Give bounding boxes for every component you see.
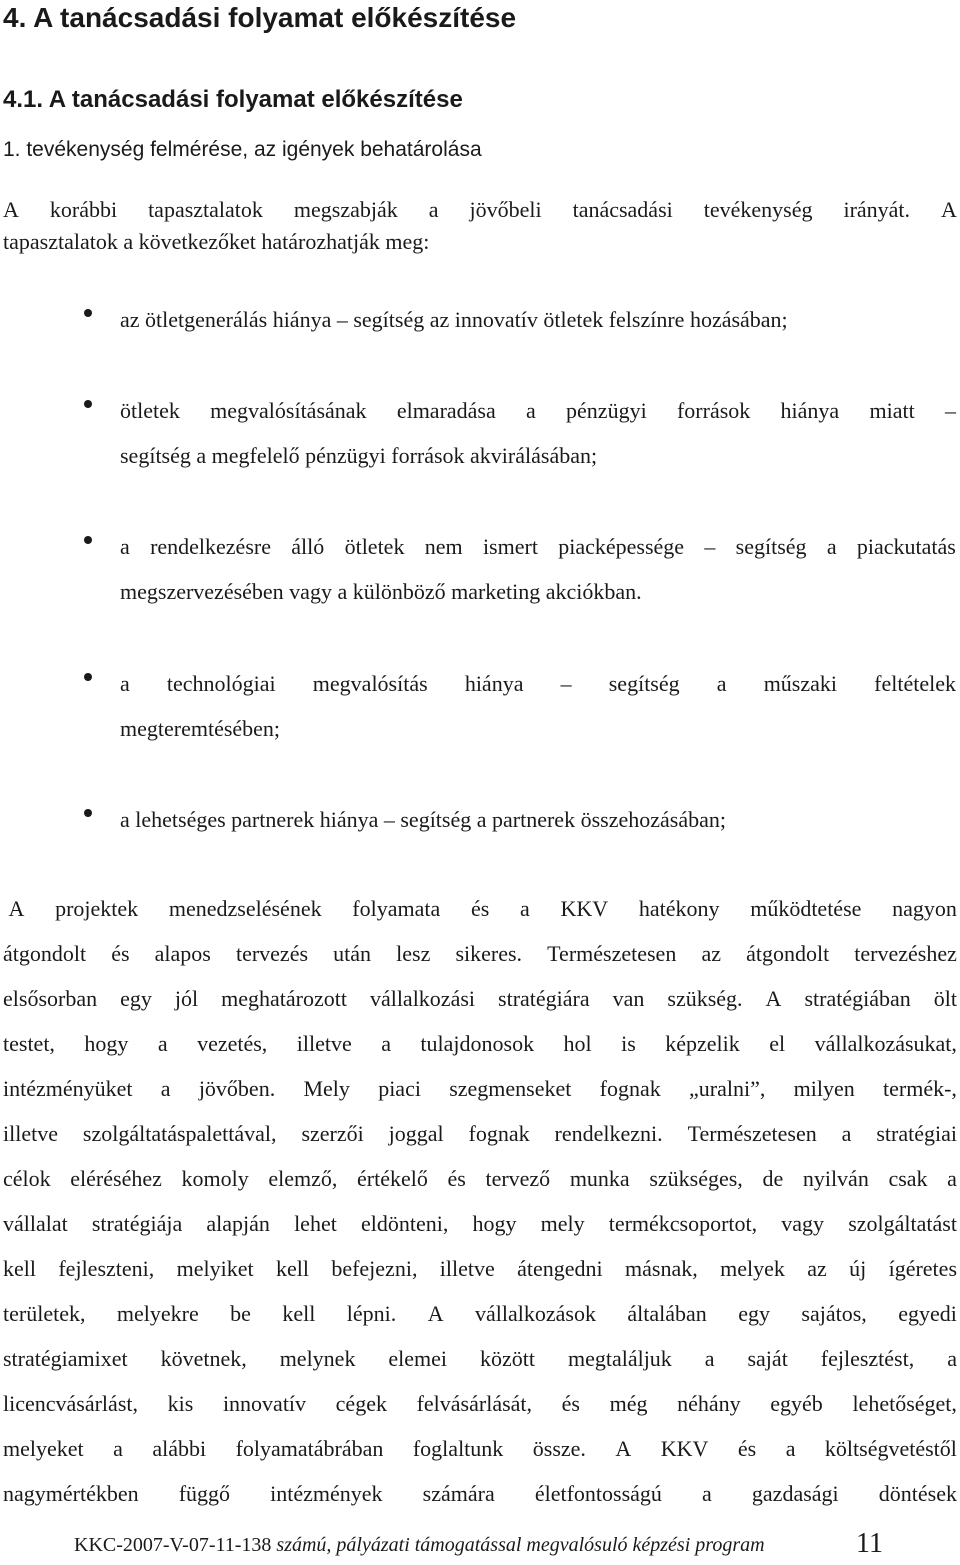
intro-word: A (941, 197, 957, 222)
paragraph-line: testet, hogy a vezetés, illetve a tulajdonosok hol is képzelik el vállalkozásukat, (3, 1031, 957, 1056)
bullet-dot-icon (84, 536, 92, 544)
intro-word: tevékenység (703, 197, 813, 222)
bullet-line: a lehetséges partnerek hiánya – segítség a partnerek összehozásában; (120, 807, 726, 832)
intro-word: a (428, 197, 439, 222)
intro-line-2: tapasztalatok a következőket határozhatják meg: (3, 229, 430, 254)
bullet-text (120, 661, 956, 751)
paragraph-line: célok eléréséhez komoly elemző, értékelő és tervező munka szükséges, de nyilván csak a (3, 1166, 957, 1191)
paragraph-line: nagymértékben függő intézmények számára életfontosságú a gazdasági döntések (3, 1481, 957, 1506)
intro-word: jövőbeli (469, 197, 542, 222)
subsection-title: 1. tevékenység felmérése, az igények behatárolása (3, 138, 482, 161)
paragraph-line: illetve szolgáltatáspalettával, szerzői joggal fognak rendelkezni. Természetesen a stratégiai (3, 1121, 957, 1146)
intro-word: megszabják (293, 197, 398, 222)
bullet-line: megteremtésében; (120, 716, 281, 741)
bullet-dot-icon (84, 400, 92, 408)
bullet-text (120, 388, 956, 478)
chapter-title: 4. A tanácsadási folyamat előkészítése (3, 2, 517, 33)
intro-line-1 (3, 194, 957, 226)
bullet-line: megszervezésében vagy a különböző marketing akciókban. (120, 579, 642, 604)
paragraph-line: területek, melyekre be kell lépni. A vállalkozások általában egy sajátos, egyedi (3, 1301, 957, 1326)
bullet-text (120, 297, 956, 342)
intro-word: korábbi (49, 197, 118, 222)
section-title: 4.1. A tanácsadási folyamat előkészítése (3, 86, 463, 113)
intro-word: tanácsadási (572, 197, 673, 222)
paragraph-line: elsősorban egy jól meghatározott vállalkozási stratégiára van szükség. A stratégiában ölt (3, 986, 957, 1011)
bullet-dot-icon (84, 673, 92, 681)
footer-program-text: számú, pályázati támogatással megvalósuló képzési program (271, 1534, 765, 1556)
bullet-dot-icon (84, 809, 92, 817)
bullet-line: a rendelkezésre álló ötletek nem ismert piacképessége – segítség a piackutatás (120, 534, 956, 559)
paragraph-line: kell fejleszteni, melyiket kell befejezni, illetve átengedni másnak, melyek az új ígéretes (3, 1256, 957, 1281)
bullet-line: segítség a megfelelő pénzügyi források akvirálásában; (120, 443, 598, 468)
intro-word: tapasztalatok (148, 197, 263, 222)
paragraph-line: licencvásárlást, kis innovatív cégek felvásárlását, és még néhány egyéb lehetőséget, (3, 1391, 957, 1416)
paragraph-line: stratégiamixet követnek, melynek elemei között megtaláljuk a saját fejlesztést, a (3, 1346, 957, 1371)
footer-project-code: KKC-2007-V-07-11-138 (74, 1534, 272, 1556)
intro-paragraph (3, 194, 957, 258)
bullet-line: az ötletgenerálás hiánya – segítség az innovatív ötletek felszínre hozásában; (120, 307, 788, 332)
page-number: 11 (856, 1528, 883, 1559)
bullet-text (120, 797, 956, 842)
paragraph-line: A projektek menedzselésének folyamata és a KKV hatékony működtetése nagyon (3, 896, 957, 921)
bullet-dot-icon (84, 309, 92, 317)
intro-word: A (3, 197, 19, 222)
paragraph-line: vállalat stratégiája alapján lehet eldönteni, hogy mely termékcsoportot, vagy szolgáltatást (3, 1211, 957, 1236)
intro-word: irányát. (843, 197, 911, 222)
paragraph-line: melyeket a alábbi folyamatábrában foglaltunk össze. A KKV és a költségvetéstől (3, 1436, 957, 1461)
bullet-line: ötletek megvalósításának elmaradása a pénzügyi források hiánya miatt – (120, 398, 956, 423)
paragraph-line: intézményüket a jövőben. Mely piaci szegmenseket fognak „uralni”, milyen termék-, (3, 1076, 957, 1101)
paragraph-line: átgondolt és alapos tervezés után lesz sikeres. Természetesen az átgondolt tervezéshez (3, 941, 957, 966)
footer (74, 1532, 765, 1558)
body-paragraph (3, 886, 957, 1516)
bullet-text (120, 524, 956, 614)
bullet-line: a technológiai megvalósítás hiánya – segítség a műszaki feltételek (120, 671, 956, 696)
